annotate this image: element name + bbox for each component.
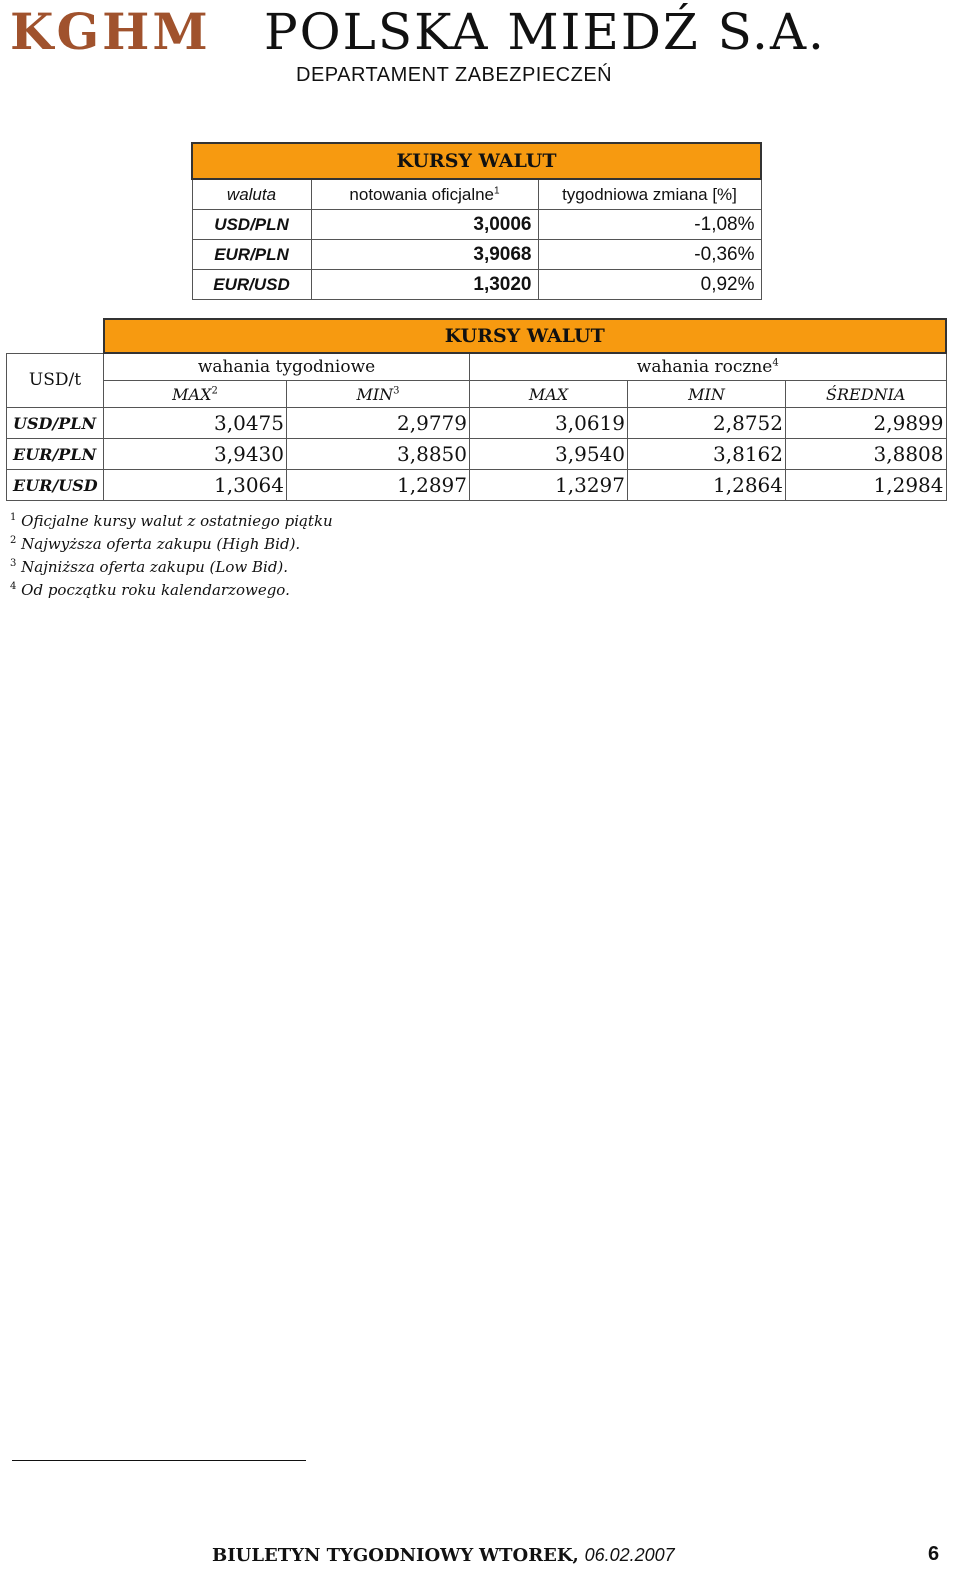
table-row xyxy=(192,270,761,300)
value-cell: 1,2897 xyxy=(287,470,470,501)
currency-pair: EUR/USD xyxy=(7,470,104,501)
page-header xyxy=(0,0,960,100)
weekly-change: -0,36% xyxy=(538,240,761,270)
subheader-max-yearly: MAX xyxy=(470,381,628,408)
table-row xyxy=(7,408,947,439)
exchange-rates-table xyxy=(191,142,762,300)
value-cell: 2,9899 xyxy=(786,408,947,439)
footnote: $^2$ Najwyższa oferta zakupu (High Bid). xyxy=(10,535,301,553)
value-cell: 2,8752 xyxy=(628,408,786,439)
subheader-average: ŚREDNIA xyxy=(786,381,947,408)
official-rate: 3,9068 xyxy=(311,240,538,270)
subheader-min-weekly: MIN$^3$ xyxy=(287,381,470,408)
page-footer xyxy=(212,1545,675,1566)
subheader-max-weekly: MAX$^2$ xyxy=(104,381,287,408)
value-cell: 1,3297 xyxy=(470,470,628,501)
kghm-logo: KGHM xyxy=(10,2,211,61)
corner-label: USD/t xyxy=(7,353,104,408)
value-cell: 1,2984 xyxy=(786,470,947,501)
footnote-divider xyxy=(12,1460,306,1461)
currency-pair: EUR/PLN xyxy=(192,240,311,270)
department-name: DEPARTAMENT ZABEZPIECZEŃ xyxy=(296,64,613,86)
table-title: KURSY WALUT xyxy=(104,319,947,353)
table-row xyxy=(7,439,947,470)
table-title: KURSY WALUT xyxy=(192,143,761,179)
official-rate: 1,3020 xyxy=(311,270,538,300)
footnote: $^1$ Oficjalne kursy walut z ostatniego piątku xyxy=(10,512,333,530)
value-cell: 3,8808 xyxy=(786,439,947,470)
value-cell: 3,9540 xyxy=(470,439,628,470)
weekly-change: -1,08% xyxy=(538,210,761,240)
column-header-currency: waluta xyxy=(192,179,311,210)
group-header-weekly: wahania tygodniowe xyxy=(104,353,470,381)
bulletin-title: BIULETYN TYGODNIOWY xyxy=(212,1545,474,1566)
footer-date: 06.02.2007 xyxy=(584,1545,675,1565)
value-cell: 3,8162 xyxy=(628,439,786,470)
column-header-weekly-change: tygodniowa zmiana [%] xyxy=(538,179,761,210)
table-row xyxy=(192,210,761,240)
currency-pair: EUR/PLN xyxy=(7,439,104,470)
page-number: 6 xyxy=(928,1543,940,1565)
currency-pair: EUR/USD xyxy=(192,270,311,300)
value-cell: 3,9430 xyxy=(104,439,287,470)
value-cell: 1,3064 xyxy=(104,470,287,501)
value-cell: 3,0475 xyxy=(104,408,287,439)
subheader-min-yearly: MIN xyxy=(628,381,786,408)
value-cell: 3,8850 xyxy=(287,439,470,470)
rate-fluctuations-table xyxy=(6,318,947,501)
value-cell: 1,2864 xyxy=(628,470,786,501)
weekly-change: 0,92% xyxy=(538,270,761,300)
value-cell: 3,0619 xyxy=(470,408,628,439)
value-cell: 2,9779 xyxy=(287,408,470,439)
column-header-official: notowania oficjalne$^1$ xyxy=(311,179,538,210)
footer-weekday: WTOREK, xyxy=(478,1545,579,1566)
table-row xyxy=(192,240,761,270)
currency-pair: USD/PLN xyxy=(192,210,311,240)
table-row xyxy=(7,470,947,501)
company-name: POLSKA MIEDŹ S.A. xyxy=(264,3,826,61)
footnote: $^3$ Najniższa oferta zakupu (Low Bid). xyxy=(10,558,289,576)
official-rate: 3,0006 xyxy=(311,210,538,240)
footnote: $^4$ Od początku roku kalendarzowego. xyxy=(10,581,290,599)
currency-pair: USD/PLN xyxy=(7,408,104,439)
footnotes xyxy=(10,508,333,600)
group-header-yearly: wahania roczne$^4$ xyxy=(470,353,947,381)
